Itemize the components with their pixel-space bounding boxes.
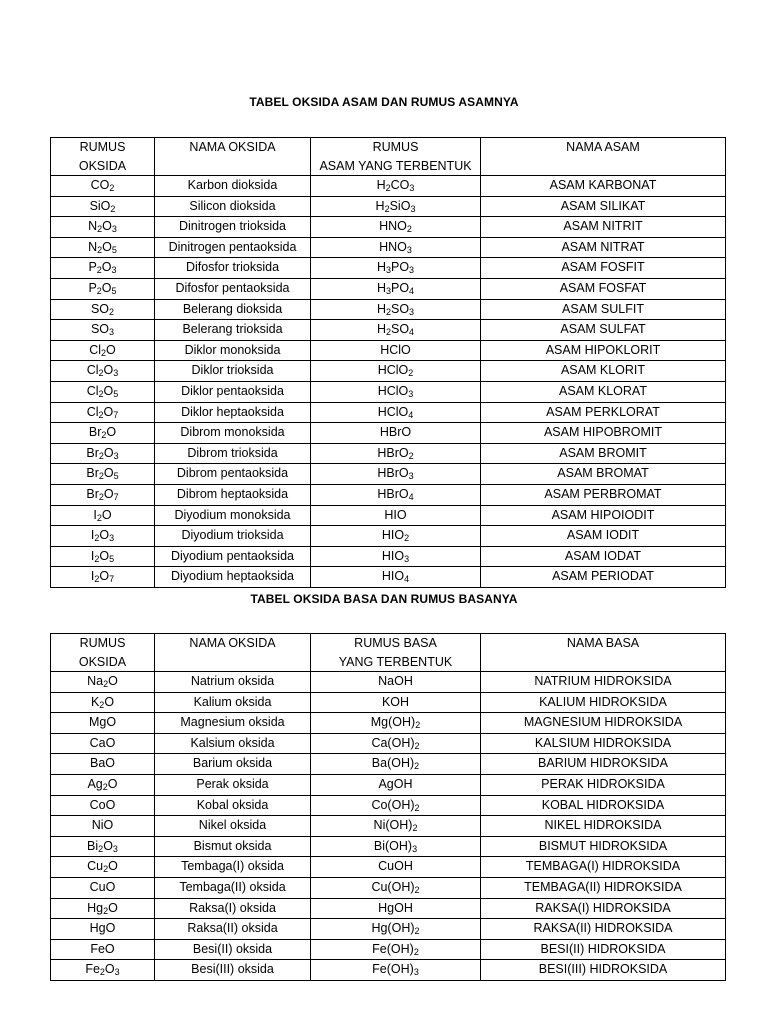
product-formula-cell: $HIO_4$ bbox=[311, 567, 481, 588]
product-name-cell: KALIUM HIDROKSIDA bbox=[481, 692, 726, 713]
product-name-cell: ASAM PERKLORAT bbox=[481, 402, 726, 423]
product-formula-cell: HgOH bbox=[311, 898, 481, 919]
table-row bbox=[51, 505, 726, 526]
oxide-name-cell: Diklor heptaoksida bbox=[155, 402, 311, 423]
product-name-cell: ASAM KARBONAT bbox=[481, 176, 726, 197]
product-formula-cell: HClO$_4$ bbox=[311, 402, 481, 423]
table-row bbox=[51, 176, 726, 197]
product-formula-cell: $HNO_3$ bbox=[311, 237, 481, 258]
product-name-cell: ASAM NITRAT bbox=[481, 237, 726, 258]
table-row bbox=[51, 857, 726, 878]
product-formula-cell: $Co(OH)_2$ bbox=[311, 795, 481, 816]
header-line: NAMA ASAM bbox=[566, 140, 640, 154]
product-formula-cell: HBrO$_4$ bbox=[311, 484, 481, 505]
oxide-formula-cell: $Cl_2O$ bbox=[51, 340, 155, 361]
table-row bbox=[51, 919, 726, 940]
oxide-name-cell: Barium oksida bbox=[155, 754, 311, 775]
oxide-name-cell: Difosfor trioksida bbox=[155, 258, 311, 279]
header-line: OKSIDA bbox=[78, 158, 127, 173]
oxide-formula-cell: $SO_2$ bbox=[51, 299, 155, 320]
oxide-name-cell: Belerang dioksida bbox=[155, 299, 311, 320]
header-oxide-formula bbox=[51, 634, 155, 672]
product-formula-cell: $H_3PO_3$ bbox=[311, 258, 481, 279]
product-formula-cell: $Ba(OH)_2$ bbox=[311, 754, 481, 775]
product-name-cell: ASAM HIPOBROMIT bbox=[481, 423, 726, 444]
product-name-cell: ASAM HIPOKLORIT bbox=[481, 340, 726, 361]
oxide-name-cell: Dinitrogen trioksida bbox=[155, 217, 311, 238]
table-row bbox=[51, 258, 726, 279]
oxide-formula-cell: $I_2O_3$ bbox=[51, 526, 155, 547]
product-name-cell: ASAM SULFIT bbox=[481, 299, 726, 320]
product-formula-cell: $HIO_3$ bbox=[311, 546, 481, 567]
product-name-cell: NIKEL HIDROKSIDA bbox=[481, 816, 726, 837]
oxide-name-cell: Kobal oksida bbox=[155, 795, 311, 816]
product-name-cell: ASAM HIPOIODIT bbox=[481, 505, 726, 526]
oxide-name-cell: Tembaga(I) oksida bbox=[155, 857, 311, 878]
header-line: RUMUS bbox=[79, 140, 126, 154]
header-line: RUMUS bbox=[79, 636, 126, 650]
oxide-name-cell: Silicon dioksida bbox=[155, 196, 311, 217]
table-row bbox=[51, 795, 726, 816]
oxide-name-cell: Diyodium monoksida bbox=[155, 505, 311, 526]
oxide-name-cell: Dinitrogen pentaoksida bbox=[155, 237, 311, 258]
oxide-formula-cell: $Bi_2O_3$ bbox=[51, 836, 155, 857]
table-row bbox=[51, 733, 726, 754]
product-name-cell: NATRIUM HIDROKSIDA bbox=[481, 672, 726, 693]
table-row bbox=[51, 217, 726, 238]
product-name-cell: ASAM NITRIT bbox=[481, 217, 726, 238]
oxide-formula-cell: $CO_2$ bbox=[51, 176, 155, 197]
oxide-name-cell: Besi(II) oksida bbox=[155, 939, 311, 960]
product-formula-cell: $HIO_2$ bbox=[311, 526, 481, 547]
oxide-formula-cell: BaO bbox=[51, 754, 155, 775]
base-oxide-table bbox=[50, 633, 726, 981]
table-row bbox=[51, 754, 726, 775]
product-formula-cell: $Fe(OH)_3$ bbox=[311, 960, 481, 981]
table-row bbox=[51, 567, 726, 588]
table-row bbox=[51, 464, 726, 485]
product-formula-cell: HIO bbox=[311, 505, 481, 526]
header-line: RUMUS bbox=[372, 140, 419, 154]
product-formula-cell: $Ca(OH)_2$ bbox=[311, 733, 481, 754]
oxide-name-cell: Tembaga(II) oksida bbox=[155, 877, 311, 898]
oxide-formula-cell: $Cl_2O_5$ bbox=[51, 381, 155, 402]
product-name-cell: ASAM FOSFIT bbox=[481, 258, 726, 279]
product-name-cell: KALSIUM HIDROKSIDA bbox=[481, 733, 726, 754]
product-name-cell: TEMBAGA(I) HIDROKSIDA bbox=[481, 857, 726, 878]
oxide-formula-cell: $I_2O$ bbox=[51, 505, 155, 526]
oxide-formula-cell: CoO bbox=[51, 795, 155, 816]
product-name-cell: TEMBAGA(II) HIDROKSIDA bbox=[481, 877, 726, 898]
oxide-formula-cell: $I_2O_7$ bbox=[51, 567, 155, 588]
header-oxide-formula bbox=[51, 138, 155, 176]
header-line: NAMA OKSIDA bbox=[189, 636, 276, 650]
product-name-cell: ASAM KLORIT bbox=[481, 361, 726, 382]
table-row bbox=[51, 237, 726, 258]
oxide-name-cell: Raksa(II) oksida bbox=[155, 919, 311, 940]
oxide-formula-cell: $K_2O$ bbox=[51, 692, 155, 713]
product-name-cell: ASAM PERIODAT bbox=[481, 567, 726, 588]
product-name-cell: BESI(III) HIDROKSIDA bbox=[481, 960, 726, 981]
oxide-name-cell: Natrium oksida bbox=[155, 672, 311, 693]
oxide-name-cell: Raksa(I) oksida bbox=[155, 898, 311, 919]
oxide-name-cell: Karbon dioksida bbox=[155, 176, 311, 197]
table-row bbox=[51, 877, 726, 898]
oxide-name-cell: Magnesium oksida bbox=[155, 713, 311, 734]
header-line: RUMUS BASA bbox=[354, 636, 437, 650]
product-name-cell: ASAM BROMAT bbox=[481, 464, 726, 485]
table-row bbox=[51, 816, 726, 837]
product-name-cell: RAKSA(II) HIDROKSIDA bbox=[481, 919, 726, 940]
header-line: NAMA OKSIDA bbox=[189, 140, 276, 154]
product-name-cell: RAKSA(I) HIDROKSIDA bbox=[481, 898, 726, 919]
base-table-title: TABEL OKSIDA BASA DAN RUMUS BASANYA bbox=[250, 592, 518, 606]
header-line: NAMA BASA bbox=[566, 636, 640, 650]
oxide-name-cell: Diklor pentaoksida bbox=[155, 381, 311, 402]
oxide-name-cell: Diyodium trioksida bbox=[155, 526, 311, 547]
table-row bbox=[51, 672, 726, 693]
product-name-cell: KOBAL HIDROKSIDA bbox=[481, 795, 726, 816]
oxide-name-cell: Difosfor pentaoksida bbox=[155, 278, 311, 299]
oxide-formula-cell: CuO bbox=[51, 877, 155, 898]
oxide-name-cell: Dibrom pentaoksida bbox=[155, 464, 311, 485]
product-formula-cell: $H_2SO_4$ bbox=[311, 320, 481, 341]
table-row bbox=[51, 774, 726, 795]
oxide-name-cell: Besi(III) oksida bbox=[155, 960, 311, 981]
product-formula-cell: HBrO$_2$ bbox=[311, 443, 481, 464]
oxide-formula-cell: $Br_2O$ bbox=[51, 423, 155, 444]
product-name-cell: ASAM SILIKAT bbox=[481, 196, 726, 217]
product-formula-cell: $Mg(OH)_2$ bbox=[311, 713, 481, 734]
product-formula-cell: HBrO bbox=[311, 423, 481, 444]
product-formula-cell: $H_2CO_3$ bbox=[311, 176, 481, 197]
product-name-cell: ASAM FOSFAT bbox=[481, 278, 726, 299]
oxide-formula-cell: CaO bbox=[51, 733, 155, 754]
product-formula-cell: $Hg(OH)_2$ bbox=[311, 919, 481, 940]
oxide-formula-cell: $Hg_2O$ bbox=[51, 898, 155, 919]
oxide-formula-cell: FeO bbox=[51, 939, 155, 960]
oxide-formula-cell: $Cl_2O_7$ bbox=[51, 402, 155, 423]
oxide-formula-cell: $P_2O_3$ bbox=[51, 258, 155, 279]
product-formula-cell: HClO$_3$ bbox=[311, 381, 481, 402]
oxide-formula-cell: NiO bbox=[51, 816, 155, 837]
product-formula-cell: $Bi(OH)_3$ bbox=[311, 836, 481, 857]
acid-table-title: TABEL OKSIDA ASAM DAN RUMUS ASAMNYA bbox=[249, 95, 519, 109]
oxide-formula-cell: $N_2O_5$ bbox=[51, 237, 155, 258]
product-formula-cell: $H_3PO_4$ bbox=[311, 278, 481, 299]
header-acid-name bbox=[481, 138, 726, 176]
oxide-name-cell: Kalsium oksida bbox=[155, 733, 311, 754]
oxide-name-cell: Diklor trioksida bbox=[155, 361, 311, 382]
table-row bbox=[51, 402, 726, 423]
table-row bbox=[51, 423, 726, 444]
oxide-formula-cell: SiO$_2$ bbox=[51, 196, 155, 217]
product-formula-cell: $Ni(OH)_2$ bbox=[311, 816, 481, 837]
oxide-name-cell: Bismut oksida bbox=[155, 836, 311, 857]
header-base-formula bbox=[311, 634, 481, 672]
oxide-name-cell: Dibrom heptaoksida bbox=[155, 484, 311, 505]
oxide-name-cell: Diklor monoksida bbox=[155, 340, 311, 361]
oxide-formula-cell: $Br_2O_5$ bbox=[51, 464, 155, 485]
table-row bbox=[51, 278, 726, 299]
product-name-cell: BARIUM HIDROKSIDA bbox=[481, 754, 726, 775]
oxide-name-cell: Perak oksida bbox=[155, 774, 311, 795]
header-row bbox=[51, 138, 726, 176]
table-row bbox=[51, 443, 726, 464]
product-name-cell: ASAM IODIT bbox=[481, 526, 726, 547]
table-row bbox=[51, 713, 726, 734]
product-name-cell: ASAM PERBROMAT bbox=[481, 484, 726, 505]
header-oxide-name bbox=[155, 138, 311, 176]
header-oxide-name bbox=[155, 634, 311, 672]
oxide-formula-cell: MgO bbox=[51, 713, 155, 734]
oxide-formula-cell: $Na_2O$ bbox=[51, 672, 155, 693]
header-line: OKSIDA bbox=[78, 654, 127, 669]
table-row bbox=[51, 381, 726, 402]
product-formula-cell: HBrO$_3$ bbox=[311, 464, 481, 485]
acid-oxide-table bbox=[50, 137, 726, 588]
table-row bbox=[51, 361, 726, 382]
product-name-cell: ASAM KLORAT bbox=[481, 381, 726, 402]
oxide-formula-cell: $N_2O_3$ bbox=[51, 217, 155, 238]
oxide-formula-cell: $Cl_2O_3$ bbox=[51, 361, 155, 382]
table-row bbox=[51, 340, 726, 361]
oxide-name-cell: Dibrom trioksida bbox=[155, 443, 311, 464]
oxide-name-cell: Nikel oksida bbox=[155, 816, 311, 837]
product-formula-cell: CuOH bbox=[311, 857, 481, 878]
product-formula-cell: $HNO_2$ bbox=[311, 217, 481, 238]
table-row bbox=[51, 484, 726, 505]
oxide-formula-cell: HgO bbox=[51, 919, 155, 940]
header-row bbox=[51, 634, 726, 672]
product-name-cell: BESI(II) HIDROKSIDA bbox=[481, 939, 726, 960]
product-name-cell: ASAM SULFAT bbox=[481, 320, 726, 341]
oxide-formula-cell: $Fe_2O_3$ bbox=[51, 960, 155, 981]
table-row bbox=[51, 196, 726, 217]
oxide-name-cell: Belerang trioksida bbox=[155, 320, 311, 341]
oxide-name-cell: Dibrom monoksida bbox=[155, 423, 311, 444]
product-formula-cell: HClO bbox=[311, 340, 481, 361]
table-row bbox=[51, 526, 726, 547]
header-acid-formula bbox=[311, 138, 481, 176]
product-formula-cell: HClO$_2$ bbox=[311, 361, 481, 382]
table-row bbox=[51, 320, 726, 341]
table-row bbox=[51, 546, 726, 567]
oxide-name-cell: Diyodium heptaoksida bbox=[155, 567, 311, 588]
product-formula-cell: $H_2SO_3$ bbox=[311, 299, 481, 320]
product-formula-cell: $Fe(OH)_2$ bbox=[311, 939, 481, 960]
table-row bbox=[51, 299, 726, 320]
product-formula-cell: $H_2SiO_3$ bbox=[311, 196, 481, 217]
product-formula-cell: NaOH bbox=[311, 672, 481, 693]
oxide-formula-cell: $Br_2O_3$ bbox=[51, 443, 155, 464]
product-formula-cell: $Cu(OH)_2$ bbox=[311, 877, 481, 898]
product-formula-cell: KOH bbox=[311, 692, 481, 713]
oxide-formula-cell: $I_2O_5$ bbox=[51, 546, 155, 567]
product-name-cell: BISMUT HIDROKSIDA bbox=[481, 836, 726, 857]
product-formula-cell: AgOH bbox=[311, 774, 481, 795]
header-line: YANG TERBENTUK bbox=[338, 654, 453, 669]
oxide-formula-cell: $P_2O_5$ bbox=[51, 278, 155, 299]
oxide-formula-cell: $SO_3$ bbox=[51, 320, 155, 341]
table-row bbox=[51, 836, 726, 857]
header-line: ASAM YANG TERBENTUK bbox=[319, 158, 472, 173]
oxide-formula-cell: $Br_2O_7$ bbox=[51, 484, 155, 505]
oxide-formula-cell: $Cu_2O$ bbox=[51, 857, 155, 878]
product-name-cell: PERAK HIDROKSIDA bbox=[481, 774, 726, 795]
table-row bbox=[51, 939, 726, 960]
product-name-cell: MAGNESIUM HIDROKSIDA bbox=[481, 713, 726, 734]
oxide-name-cell: Diyodium pentaoksida bbox=[155, 546, 311, 567]
table-row bbox=[51, 692, 726, 713]
product-name-cell: ASAM BROMIT bbox=[481, 443, 726, 464]
oxide-name-cell: Kalium oksida bbox=[155, 692, 311, 713]
header-base-name bbox=[481, 634, 726, 672]
table-row bbox=[51, 898, 726, 919]
product-name-cell: ASAM IODAT bbox=[481, 546, 726, 567]
oxide-formula-cell: $Ag_2O$ bbox=[51, 774, 155, 795]
table-row bbox=[51, 960, 726, 981]
